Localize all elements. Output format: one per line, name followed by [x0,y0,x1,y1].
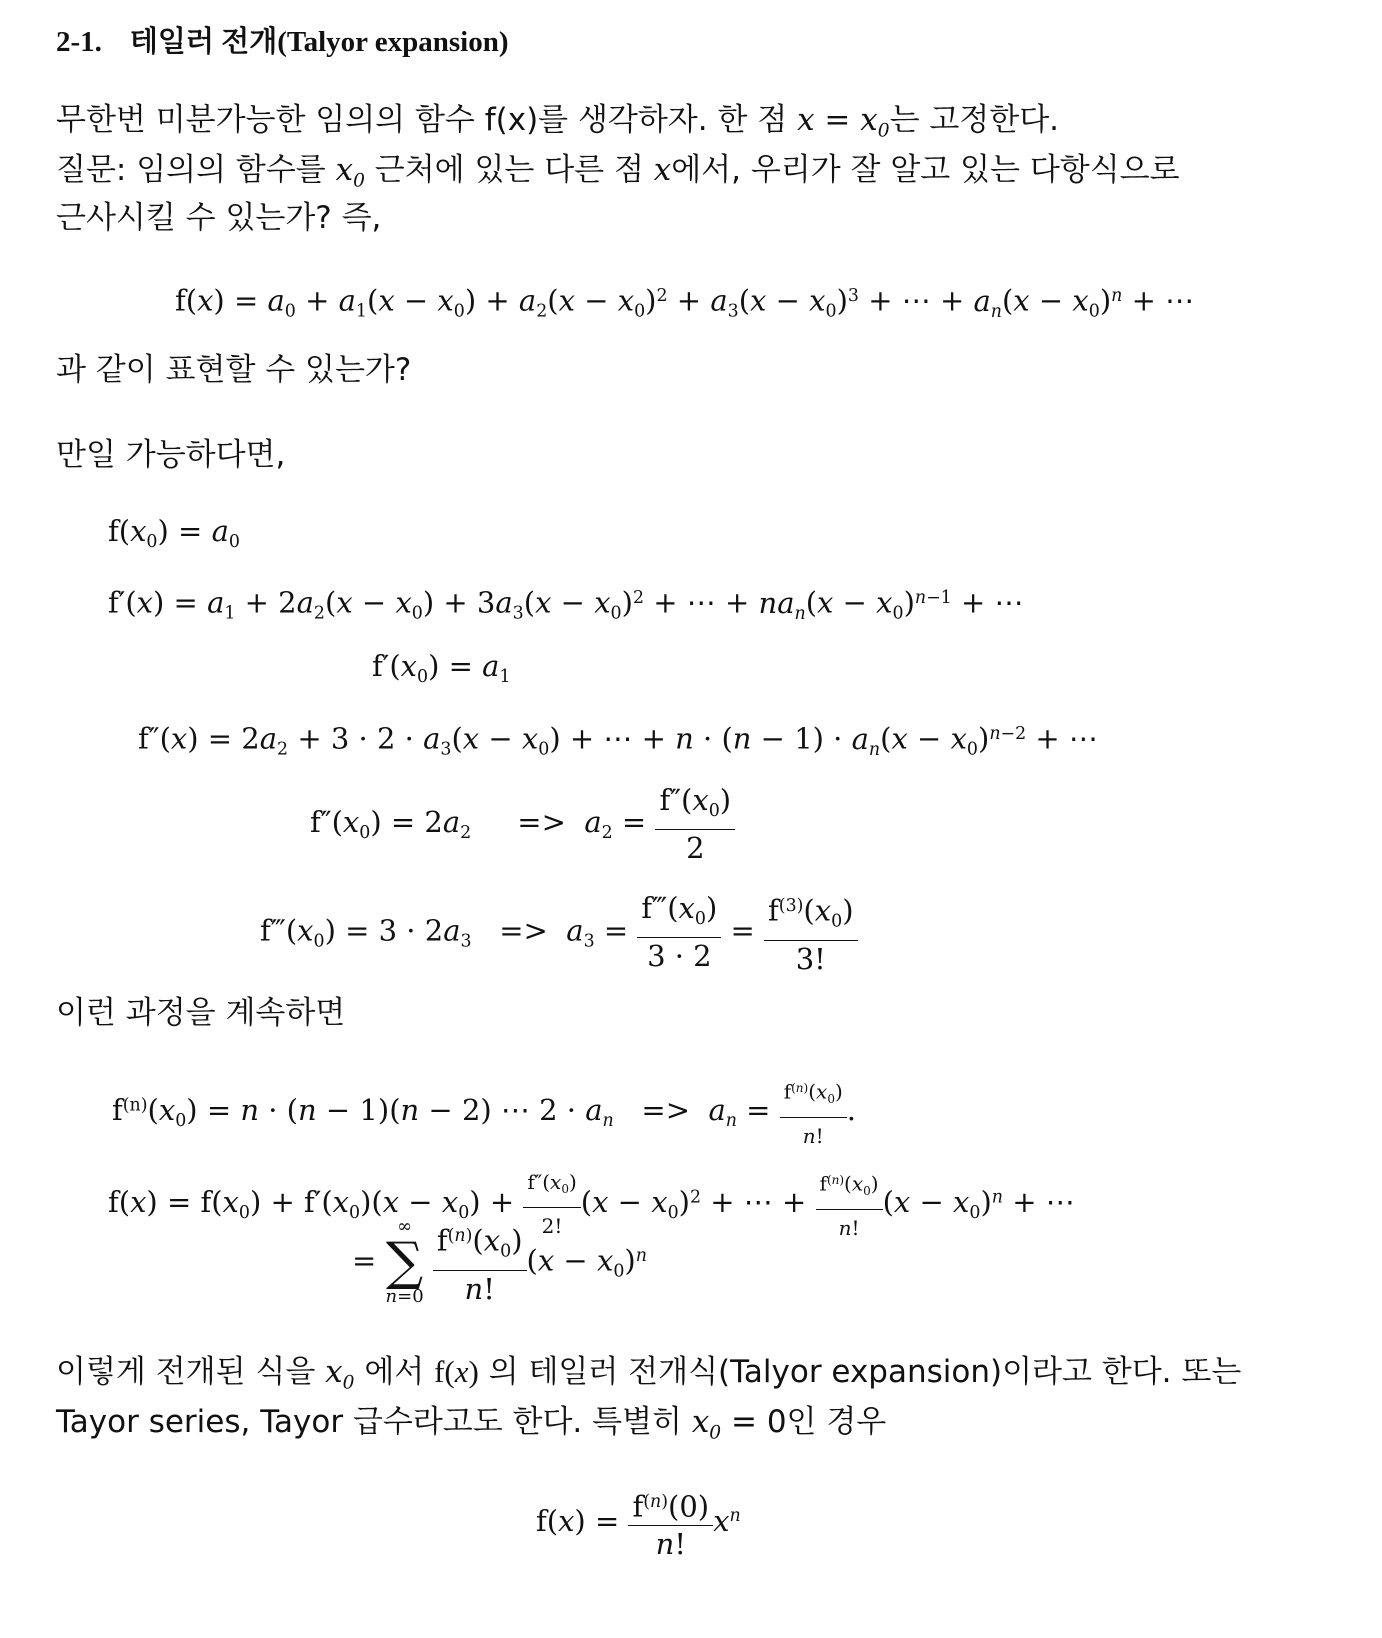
intro-line-3: 근사시킬 수 있는가? 즉, [56,200,382,236]
if-possible-text: 만일 가능하다면, [56,437,286,473]
section-title: 테일러 전개(Talyor expansion) [129,26,509,58]
eq-a2: $f''(x_0) = 2a_2$ => $a_2$ = $\frac{f''(x_0)}{2}$ [310,782,735,866]
conclusion-line-1: 이렇게 전개된 식을 $x_0$ 에서 f(x) 의 테일러 전개식(Talyor expansion)이라고 한다. 또는 [56,1354,1242,1394]
section-heading [56,22,509,62]
continue-text: 이런 과정을 계속하면 [56,995,346,1031]
conclusion-line-2: Tayor series, Tayor 급수라고도 한다. 특별히 $x_0 = 0$인 경우 [56,1404,887,1444]
eq-first-derivative: $f'(x) = a_1 + 2a_2(x - x_0) + 3a_3(x - x_0)^2$ + ⋯ + $na_n(x - x_0)^{n-1}$ + ⋯ [108,585,1024,624]
eq-maclaurin: f(x) = $\frac{f^{(n)}(0)}{n!}$ $x^n$ [536,1484,741,1562]
question-suffix: 과 같이 표현할 수 있는가? [56,352,412,388]
eq-second-derivative: $f''(x) = 2a_2 + 3 \cdot 2 \cdot a_3(x - x_0)$ + ⋯ + $n \cdot (n - 1) \cdot a_n(x - x_0)^{n-2}$ + ⋯ [138,721,1098,760]
eq-taylor-expanded: $f(x) = f(x_0) + f'(x_0)(x - x_0)$ + $\frac{f''(x_0)}{2!}$ $(x - x_0)^2$ + ⋯ + $\frac{f^{(n)}(x_0)}{n!}$ $(x - x_0)^n$ + ⋯ [108,1162,1075,1246]
eq-taylor-sum: = ∞ ∑ n=0 $\frac{f^{(n)}(x_0)}{n!}$ $(x - x_0)^n$ [352,1216,647,1308]
eq-a3: $f‴(x_0) = 3 \cdot 2a_3 => a_3$ = $\frac{f‴(x_0)}{3 \cdot 2}$ = $\frac{f^{(3)}(x_0)}{3!}$ [260,888,858,977]
section-number: 2-1. [56,26,102,58]
eq-series-form: $f(x) = a_0 + a_1(x - x_0) + a_2(x - x_0)^2 + a_3(x - x_0)^3$ + ⋯ + $a_n(x - x_0)^n$ + ⋯ [175,283,1195,322]
intro-line-1: 무한번 미분가능한 임의의 함수 f(x)를 생각하자. 한 점 $x = x_0$는 고정한다. [56,102,1060,142]
sigma-symbol: ∞ ∑ n=0 [385,1216,424,1308]
eq-an: $f^{(n)}(x_0) = n \cdot (n - 1)(n - 2)$ ⋯ $2 \cdot a_n => a_n$ = $\frac{f^{(n)}(x_0)}{n!}$ . [112,1070,856,1154]
eq-first-derivative-x0: $f'(x_0) = a_1$ [372,649,511,688]
intro-line-2: 질문: 임의의 함수를 $x_0$ 근처에 있는 다른 점 x에서, 우리가 잘 알고 있는 다항식으로 [56,152,1180,192]
eq-f-x0: $f(x_0) = a_0$ [108,514,240,553]
